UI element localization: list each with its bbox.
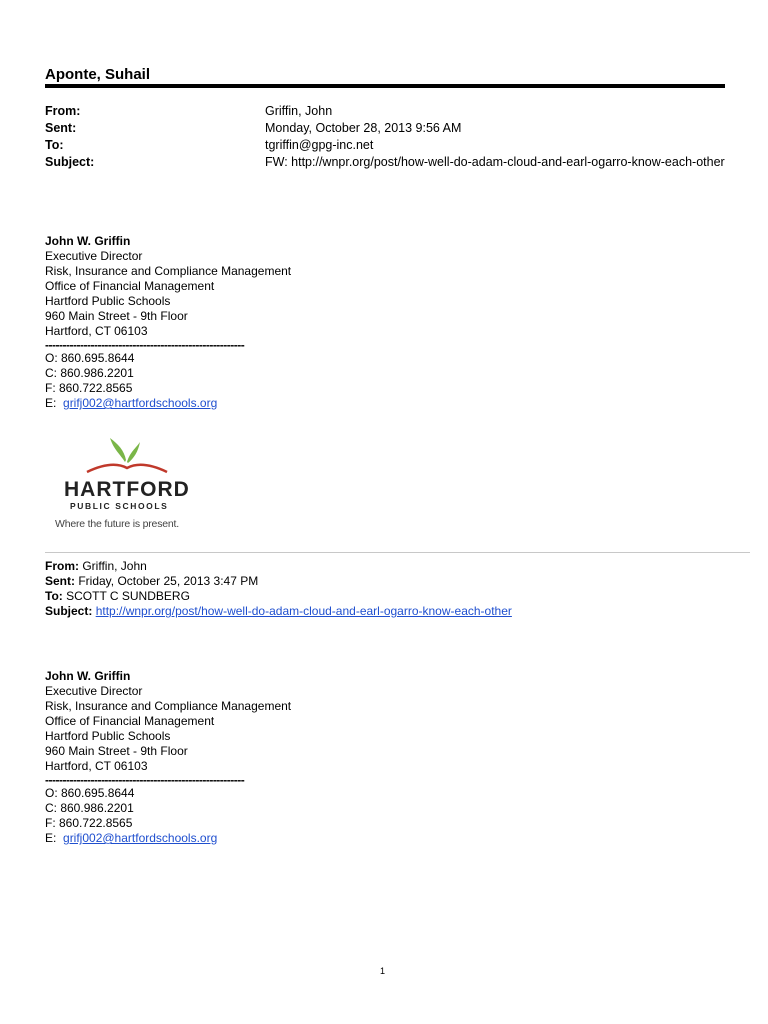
- signature-org: Hartford Public Schools: [45, 729, 171, 743]
- signature-city: Hartford, CT 06103: [45, 324, 148, 338]
- subject-value: FW: http://wnpr.org/post/how-well-do-adam-cloud-and-earl-ogarro-know-each-other: [265, 155, 725, 169]
- fwd-subject-label: Subject:: [45, 604, 93, 618]
- logo-tagline: Where the future is present.: [55, 518, 179, 530]
- signature-email-row: [45, 831, 291, 846]
- signature-divider: ---------------------------------------------------------: [45, 773, 245, 787]
- logo-subtitle: PUBLIC SCHOOLS: [70, 501, 169, 511]
- sprout-leaf-right: [127, 442, 140, 463]
- signature-street: 960 Main Street - 9th Floor: [45, 744, 188, 758]
- signature-office: Office of Financial Management: [45, 714, 215, 728]
- signature-dept: Risk, Insurance and Compliance Management: [45, 699, 292, 713]
- forwarded-subject: [45, 604, 512, 618]
- signature-block: [45, 234, 291, 411]
- from-value: Griffin, John: [265, 104, 333, 118]
- fwd-sent-value: Friday, October 25, 2013 3:47 PM: [78, 574, 259, 588]
- signature-office: Office of Financial Management: [45, 279, 215, 293]
- sent-value: Monday, October 28, 2013 9:56 AM: [265, 121, 462, 135]
- forwarded-from: [45, 559, 147, 573]
- signature-city: Hartford, CT 06103: [45, 759, 148, 773]
- document-owner: Aponte, Suhail: [45, 66, 150, 83]
- sent-label: Sent:: [45, 121, 77, 135]
- book-arc: [87, 465, 167, 472]
- signature-block-forwarded: [45, 669, 291, 846]
- signature-fax: F: 860.722.8565: [45, 816, 133, 830]
- fwd-to-value: SCOTT C SUNDBERG: [66, 589, 190, 603]
- signature-title: Executive Director: [45, 249, 143, 263]
- signature-street: 960 Main Street - 9th Floor: [45, 309, 188, 323]
- forwarded-to: [45, 589, 190, 603]
- signature-phone-cell: C: 860.986.2201: [45, 366, 134, 380]
- signature-name: John W. Griffin: [45, 669, 131, 683]
- from-label: From:: [45, 104, 81, 118]
- to-value: tgriffin@gpg-inc.net: [265, 138, 374, 152]
- signature-fax: F: 860.722.8565: [45, 381, 133, 395]
- signature-phone-office: O: 860.695.8644: [45, 351, 135, 365]
- fwd-from-label: From:: [45, 559, 79, 573]
- fwd-sent-label: Sent:: [45, 574, 75, 588]
- signature-email-row: [45, 396, 291, 411]
- fwd-from-value: Griffin, John: [82, 559, 147, 573]
- header-rule: [45, 84, 725, 88]
- subject-label: Subject:: [45, 155, 95, 169]
- forwarded-sent: [45, 574, 258, 588]
- signature-org: Hartford Public Schools: [45, 294, 171, 308]
- email-link[interactable]: grifj002@hartfordschools.org: [63, 831, 218, 845]
- signature-dept: Risk, Insurance and Compliance Management: [45, 264, 292, 278]
- fwd-to-label: To:: [45, 589, 63, 603]
- email-link[interactable]: grifj002@hartfordschools.org: [63, 396, 218, 410]
- to-label: To:: [45, 138, 64, 152]
- signature-phone-cell: C: 860.986.2201: [45, 801, 134, 815]
- signature-phone-office: O: 860.695.8644: [45, 786, 135, 800]
- page-number: 1: [380, 966, 386, 976]
- signature-name: John W. Griffin: [45, 234, 131, 248]
- logo-wordmark: HARTFORD: [64, 478, 190, 501]
- email-label: E:: [45, 831, 57, 845]
- email-label: E:: [45, 396, 57, 410]
- signature-title: Executive Director: [45, 684, 143, 698]
- sprout-icon: [110, 438, 126, 462]
- forward-divider: [45, 552, 750, 553]
- fwd-subject-link[interactable]: http://wnpr.org/post/how-well-do-adam-cloud-and-earl-ogarro-know-each-other: [95, 604, 512, 618]
- signature-divider: ---------------------------------------------------------: [45, 338, 245, 352]
